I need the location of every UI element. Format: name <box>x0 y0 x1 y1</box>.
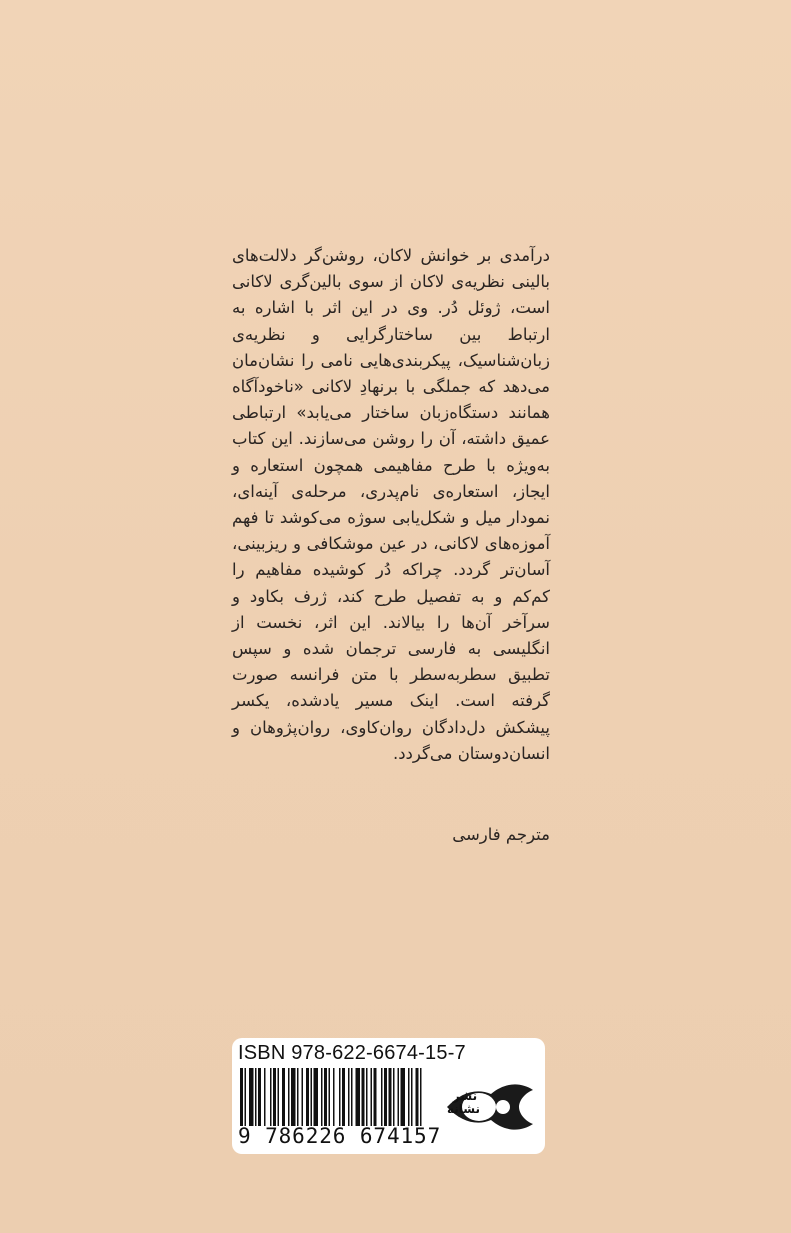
barcode-bar <box>329 1068 331 1126</box>
barcode-bar <box>291 1068 296 1126</box>
publisher-logo-text: نشر نشانه <box>446 1089 480 1116</box>
barcode-bar <box>411 1068 413 1126</box>
barcode-bar <box>306 1068 309 1126</box>
barcode-bar <box>297 1068 299 1126</box>
barcode-bar <box>240 1068 243 1126</box>
barcode-bar <box>408 1068 410 1126</box>
barcode-bars <box>240 1068 436 1126</box>
barcode-bar <box>314 1068 319 1126</box>
barcode-bar <box>356 1068 361 1126</box>
barcode-bar <box>333 1068 335 1126</box>
barcode-bar <box>420 1068 422 1126</box>
barcode-bar <box>342 1068 345 1126</box>
barcode-bar <box>416 1068 419 1126</box>
isbn-barcode-panel <box>232 1038 545 1154</box>
barcode-bar <box>321 1068 323 1126</box>
barcode-bar <box>374 1068 377 1126</box>
barcode-bar <box>264 1068 266 1126</box>
barcode-bar <box>398 1068 400 1126</box>
barcode-bar <box>324 1068 327 1126</box>
barcode-bar <box>255 1068 257 1126</box>
barcode-bar <box>302 1068 304 1126</box>
barcode-bar <box>401 1068 406 1126</box>
isbn-label: ISBN 978-622-6674-15-7 <box>238 1042 466 1064</box>
barcode-bar <box>258 1068 261 1126</box>
barcode-bar <box>339 1068 341 1126</box>
barcode-bar <box>249 1068 254 1126</box>
barcode-bar <box>389 1068 392 1126</box>
barcode-bar <box>273 1068 276 1126</box>
barcode-digits: 9 786226 674157 <box>238 1124 442 1148</box>
barcode-bar <box>384 1068 387 1126</box>
back-cover-blurb <box>232 243 550 767</box>
barcode-bar <box>366 1068 368 1126</box>
barcode-bar <box>270 1068 272 1126</box>
barcode-bar <box>245 1068 247 1126</box>
barcode-bar <box>311 1068 313 1126</box>
barcode-bar <box>351 1068 353 1126</box>
barcode-bar <box>362 1068 365 1126</box>
barcode-bar <box>393 1068 395 1126</box>
barcode-bar <box>348 1068 350 1126</box>
blurb-paragraph: درآمدی بر خوانش لاکان، روشن‌گر دلالت‌های بالینی نظریه‌ی لاکان از سوی بالین‌گری لاکانی است، ژوئل دُر. وی در این اثر با اشاره به ارتباط بین ساختارگرایی و نظریه‌ی زبان‌شناسیک، پیکربندی‌هایی نامی را نشان‌مان می‌دهد که جملگی با برنهادِ لاکانی «ناخودآگاه همانند دستگاه‌زبان ساختار می‌یابد» ارتباطی عمیق داشته، آن را روشن می‌سازند. این کتاب به‌ویژه با طرح مفاهیمی همچون استعاره و ایجاز، استعاره‌ی نام‌پدری، مرحله‌ی آینه‌ای، نمودار میل و شکل‌یابی سوژه می‌کوشد تا فهم آموزه‌های لاکانی، در عین موشکافی و ریزبینی، آسان‌تر گردد. چراکه دُر کوشیده مفاهیم را کم‌کم و به تفصیل طرح کند، ژرف بکاود و سرآخر آن‌ها را بیالاند. این اثر، نخست از انگلیسی به فارسی ترجمان شده و سپس تطبیق سطربه‌سطر با متن فرانسه صورت گرفته است. اینک مسیر یادشده، یکسر پیشکش دل‌دادگان روان‌کاوی، روان‌پژوهان و انسان‌دوستان می‌گردد. <box>232 246 550 763</box>
barcode-bar <box>288 1068 290 1126</box>
barcode-bar <box>381 1068 383 1126</box>
translator-signature: مترجم فارسی <box>452 825 550 844</box>
barcode-bar <box>371 1068 373 1126</box>
barcode-bar <box>282 1068 285 1126</box>
barcode-bar <box>278 1068 280 1126</box>
